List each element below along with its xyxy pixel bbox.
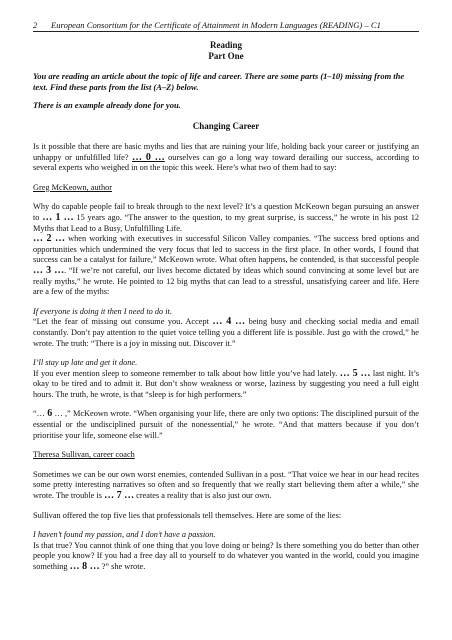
gap-4: … 4 … — [212, 316, 246, 328]
paragraph-intro: Is it possible that there are basic myths and lies that are ruining your life, holding back your career or justifying an unhappy or unfulfilled life? … 0 … ourselves can go a long way toward derailing our success, according to several experts who weighed in on the topic this week. Here’s what two of them had to say: — [33, 142, 420, 173]
paragraph-quote: “… 6 … ,” McKeown wrote. “When organising your life, there are only two options: The disciplined pursuit of the essential or the undisciplined pursuit of the nonessential,” he wrote. “And that matters because if you don’t prioritise your life, someone else will.” — [33, 408, 419, 440]
myth-heading-3: I haven’t found my passion, and I don’t have a passion. — [33, 530, 216, 540]
paragraph-myth-2: If you ever mention sleep to someone remember to talk about how little you’ve had lately. … 5 … last night. It’s okay to be tired and to admit it. But don’t show weakness or worse, laziness by suggesting you need a full eight hours. The truth, he wrote, is that “sleep is for high performers.” — [33, 367, 420, 399]
page-header — [33, 20, 419, 32]
example-note: There is an example already done for you. — [33, 100, 181, 110]
instructions-text: You are reading an article about the topic of life and career. There are some parts (1–10) missing from the text. Find these parts from the list (A–Z) below. — [33, 71, 405, 92]
gap-7: … 7 … — [104, 490, 135, 502]
paragraph-sullivan-1: Sometimes we can be our own worst enemies, contended Sullivan in a post. “That voice we hear in our head recites some pretty interesting narratives so often and so frequently that we really start believing them after a while,” she wrote. The trouble is … 7 … creates a reality that is also just our own. — [33, 469, 419, 502]
gap-6: 6 — [47, 408, 53, 420]
gap-2: … 2 … — [33, 233, 66, 245]
page-number: 2 — [33, 20, 38, 30]
paragraph-myth-1: “Let the fear of missing out consume you. Accept … 4 … being busy and checking social media and email constantly. Don’t pay attention to the quiet voice telling you a different life is possible. Just go with the crowd,” he wrote. The truth: “There is a joy in missing out. Discover it.” — [33, 316, 420, 348]
paragraph-myth-3: Is that true? You cannot think of one thing that you love doing or being? Is there something you do better than other people you know? If you had a free day all to yourself to do whatever you wanted in the world, could you imagine something … 8 … ?” she wrote. — [33, 540, 419, 572]
myth-heading-1: If everyone is doing it then I need to do it. — [33, 306, 172, 316]
gap-8: … 8 … — [69, 561, 100, 572]
gap-1: … 1 … — [42, 211, 74, 223]
section-part: Part One — [208, 51, 244, 61]
exam-title: European Consortium for the Certificate of Attainment in Modern Languages (READING) – C1 — [51, 20, 381, 30]
paragraph-mckeown-1: Why do capable people fail to break through to the next level? It’s a question McKeown began pursuing an answer to … 1 … 15 years ago. “The answer to the question, to my great surprise, is success,” he wrote in his post 12 Myths that Lead to a Busy, Unfulfilling Life. — [33, 202, 420, 233]
gap-3: … 3 … — [33, 264, 65, 276]
gap-5: … 5 … — [339, 367, 371, 379]
paragraph-mckeown-2: … 2 … when working with executives in successful Silicon Valley companies. “The success bred options and opportunities which undermined the very focus that led to success in the first place. In other words, I found that success can be a catalyst for failure,” McKeown wrote. What often happens, he contended, is that successful people … 3 …. “If we’re not careful, our lives become dictated by ideas which sound convincing at some level but are really myths,” he wrote. He pointed to 12 big myths that can lead to a stressful, unsatisfying career and life. Here are a few of the myths: — [33, 233, 420, 297]
myth-heading-2: I’ll stay up late and get it done. — [33, 358, 138, 368]
section-heading — [33, 40, 419, 62]
article-title: Changing Career — [192, 121, 260, 131]
section-title: Reading — [209, 40, 242, 50]
gap-0-example: … 0 … — [131, 151, 165, 163]
author-heading-mckeown: Greg McKeown, author — [33, 182, 113, 192]
author-heading-sullivan: Theresa Sullivan, career coach — [33, 450, 135, 460]
paragraph-sullivan-2: Sullivan offered the top five lies that professionals tell themselves. Here are some of the lies: — [33, 510, 342, 520]
